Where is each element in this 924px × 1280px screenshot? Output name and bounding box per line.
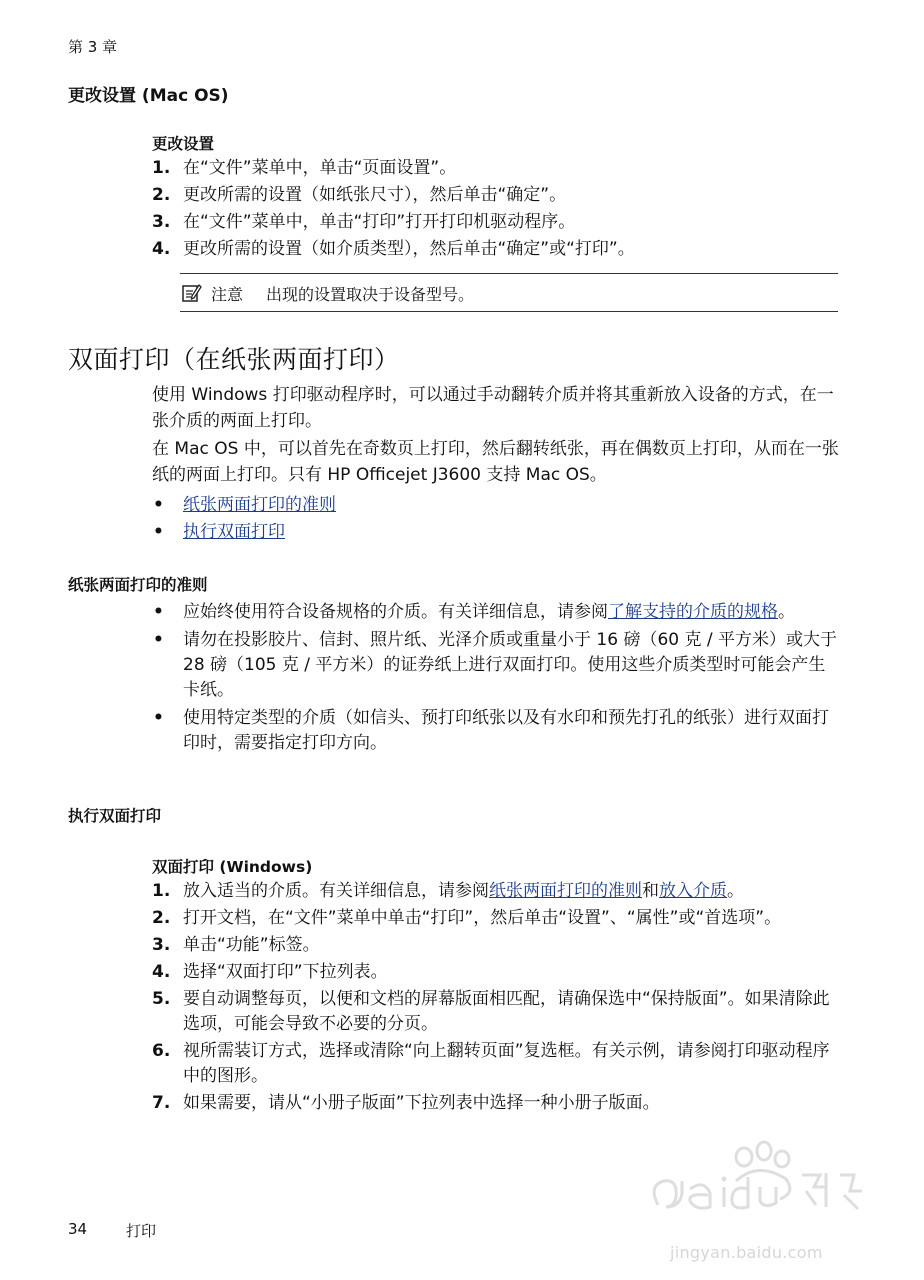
duplex-intro-paragraph: 使用 Windows 打印驱动程序时，可以通过手动翻转介质并将其重新放入设备的方式，在一张介质的两面上打印。 bbox=[152, 385, 834, 431]
step-text: 选择“双面打印”下拉列表。 bbox=[183, 962, 388, 982]
list-item bbox=[152, 237, 842, 262]
link-supported-media-specs[interactable]: 了解支持的介质的规格 bbox=[608, 602, 778, 622]
list-item bbox=[152, 493, 842, 518]
step-number: 3. bbox=[152, 212, 171, 232]
guideline-text: 请勿在投影胶片、信封、照片纸、光泽介质或重量小于 16 磅（60 克 / 平方米）或大于 28 磅（105 克 / 平方米）的证券纸上进行双面打印。使用这些介质类型时可能会产生卡纸。 bbox=[183, 630, 838, 700]
step-number: 4. bbox=[152, 962, 171, 982]
step-text-end: 。 bbox=[727, 881, 744, 901]
link-load-media[interactable]: 放入介质 bbox=[659, 881, 727, 901]
list-item bbox=[152, 906, 842, 931]
list-item bbox=[152, 1091, 842, 1116]
list-item bbox=[152, 600, 842, 625]
guideline-text: 使用特定类型的介质（如信头、预打印纸张以及有水印和预先打孔的纸张）进行双面打印时，需要指定打印方向。 bbox=[183, 708, 829, 753]
list-item bbox=[152, 960, 842, 985]
mac-steps-list bbox=[152, 156, 842, 262]
step-text: 单击“功能”标签。 bbox=[183, 935, 320, 955]
list-item bbox=[152, 879, 842, 904]
link-perform-duplex[interactable]: 执行双面打印 bbox=[183, 522, 285, 542]
perform-steps-list bbox=[152, 879, 842, 1116]
step-text: 打开文档，在“文件”菜单中单击“打印”，然后单击“设置”、“属性”或“首选项”。 bbox=[183, 908, 782, 928]
watermark-text: jingyan.baidu.com bbox=[670, 1243, 823, 1262]
baidu-logo-icon bbox=[630, 1135, 900, 1243]
subsection-title-duplex-windows: 双面打印 (Windows) bbox=[152, 858, 313, 876]
footer-section-title: 打印 bbox=[126, 1222, 157, 1240]
list-item bbox=[152, 156, 842, 181]
step-text: 在“文件”菜单中，单击“页面设置”。 bbox=[183, 158, 457, 178]
step-text: 更改所需的设置（如介质类型），然后单击“确定”或“打印”。 bbox=[183, 239, 635, 259]
note-label: 注意 bbox=[211, 285, 244, 304]
guidelines-list bbox=[152, 600, 842, 756]
list-item bbox=[152, 987, 842, 1037]
step-text-and: 和 bbox=[642, 881, 659, 901]
duplex-macos-paragraph: 在 Mac OS 中，可以首先在奇数页上打印，然后翻转纸张，再在偶数页上打印，从而在一张纸的两面上打印。只有 HP Officejet J3600 支持 Mac OS。 bbox=[152, 439, 839, 485]
step-text: 如果需要，请从“小册子版面”下拉列表中选择一种小册子版面。 bbox=[183, 1093, 660, 1113]
section-title-guidelines: 纸张两面打印的准则 bbox=[68, 576, 208, 594]
chapter-label: 第 3 章 bbox=[68, 38, 118, 56]
section-title-duplex: 双面打印（在纸张两面打印） bbox=[68, 345, 400, 374]
note-text: 出现的设置取决于设备型号。 bbox=[266, 285, 475, 304]
bullet: • bbox=[153, 630, 164, 650]
bullet: • bbox=[153, 495, 164, 515]
step-number: 7. bbox=[152, 1093, 171, 1113]
step-text: 要自动调整每页，以便和文档的屏幕版面相匹配，请确保选中“保持版面”。如果清除此选项，可能会导致不必要的分页。 bbox=[183, 989, 830, 1034]
note-icon bbox=[182, 283, 202, 303]
list-item bbox=[152, 706, 842, 756]
step-text: 在“文件”菜单中，单击“打印”打开打印机驱动程序。 bbox=[183, 212, 576, 232]
guideline-end: 。 bbox=[778, 602, 795, 622]
list-item bbox=[152, 628, 842, 703]
list-item bbox=[152, 1039, 842, 1089]
page-number: 34 bbox=[68, 1220, 88, 1238]
duplex-links-list bbox=[152, 493, 842, 545]
list-item bbox=[152, 520, 842, 545]
bullet: • bbox=[153, 708, 164, 728]
baidu-watermark bbox=[630, 1135, 900, 1265]
link-duplex-guidelines-2[interactable]: 纸张两面打印的准则 bbox=[489, 881, 642, 901]
step-number: 1. bbox=[152, 158, 171, 178]
list-item bbox=[152, 933, 842, 958]
link-duplex-guidelines[interactable]: 纸张两面打印的准则 bbox=[183, 495, 336, 515]
step-number: 1. bbox=[152, 881, 171, 901]
step-text: 更改所需的设置（如纸张尺寸），然后单击“确定”。 bbox=[183, 185, 567, 205]
list-item bbox=[152, 210, 842, 235]
step-number: 6. bbox=[152, 1041, 171, 1061]
list-item bbox=[152, 183, 842, 208]
bullet: • bbox=[153, 602, 164, 622]
bullet: • bbox=[153, 522, 164, 542]
step-number: 4. bbox=[152, 239, 171, 259]
step-number: 2. bbox=[152, 908, 171, 928]
step-text: 放入适当的介质。有关详细信息，请参阅 bbox=[183, 881, 489, 901]
step-number: 2. bbox=[152, 185, 171, 205]
step-text: 视所需装订方式，选择或清除“向上翻转页面”复选框。有关示例，请参阅打印驱动程序中的图形。 bbox=[183, 1041, 830, 1086]
subsection-title-change-settings: 更改设置 bbox=[152, 135, 215, 153]
step-number: 3. bbox=[152, 935, 171, 955]
section-title-perform-duplex: 执行双面打印 bbox=[68, 807, 162, 825]
section-title-mac-settings: 更改设置 (Mac OS) bbox=[68, 86, 229, 106]
note-box bbox=[180, 273, 838, 312]
guideline-text: 应始终使用符合设备规格的介质。有关详细信息，请参阅 bbox=[183, 602, 608, 622]
step-number: 5. bbox=[152, 989, 171, 1009]
